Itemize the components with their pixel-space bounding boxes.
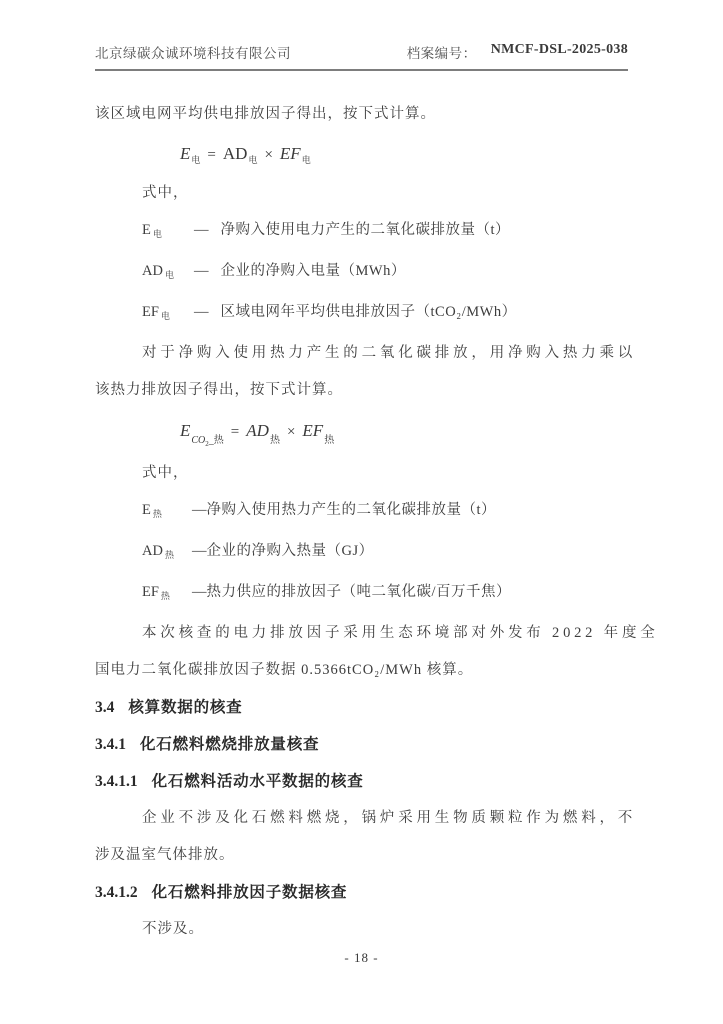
paragraph-intro: 该区域电网平均供电排放因子得出，按下式计算。 [95, 106, 436, 122]
symbol-definition-row [95, 533, 628, 574]
dash: — [192, 584, 207, 600]
formula-where-label: 式中， [142, 465, 189, 481]
heading-number: 3.4 [95, 699, 115, 716]
symbol: AD $_电$ [142, 263, 174, 280]
formula-term: E [180, 421, 191, 440]
symbol-definition-row [95, 294, 628, 335]
document-body [95, 96, 659, 948]
formula-subscript: 电 [301, 155, 311, 165]
heading-number: 3.4.1.2 [95, 884, 138, 901]
paragraph-factor-line2: 国电力二氧化碳排放因子数据 0.5366tCO₂/MWh 核算。 [95, 662, 474, 678]
heading-title: 化石燃料燃烧排放量核查 [140, 736, 320, 753]
paragraph-heat-line2: 该热力排放因子得出，按下式计算。 [95, 382, 343, 398]
formula-subscript: 热 [269, 435, 280, 446]
equals-sign: = [230, 424, 240, 440]
paragraph-not-applicable: 不涉及。 [142, 921, 204, 937]
page-header [95, 42, 628, 71]
archive-number-group [407, 42, 628, 62]
heading-title: 核算数据的核查 [128, 699, 243, 716]
heading-3-4 [95, 689, 628, 726]
formula-term: EF [279, 144, 301, 163]
symbol-definition-row [95, 492, 628, 533]
formula-where-label: 式中， [142, 185, 189, 201]
multiply-sign: × [286, 424, 296, 440]
dash: — [194, 304, 209, 320]
formula-term: AD [222, 144, 248, 163]
symbol: EF $_电$ [142, 304, 170, 321]
formula-term: E [180, 144, 191, 163]
symbol-description: 热力供应的排放因子（吨二氧化碳/百万千焦） [206, 584, 512, 600]
paragraph-heat-line1: 对于净购入使用热力产生的二氧化碳排放，用净购入热力乘以 [142, 345, 637, 361]
symbol-description: 企业的净购入热量（GJ） [206, 543, 374, 559]
formula-term: EF [302, 421, 324, 440]
dash: — [192, 502, 207, 518]
symbol-description: 区域电网年平均供电排放因子（tCO₂/MWh） [220, 304, 517, 320]
formula-subscript: 电 [191, 155, 201, 165]
symbol: E $_电$ [142, 222, 162, 239]
archive-value: NMCF-DSL-2025-038 [490, 42, 628, 57]
formula-term: AD [246, 421, 269, 440]
symbol-definition-row [95, 574, 628, 615]
heading-3-4-1-1 [95, 763, 628, 800]
heading-title: 化石燃料排放因子数据核查 [151, 884, 348, 901]
paragraph-fossil-line1: 企业不涉及化石燃料燃烧，锅炉采用生物质颗粒作为燃料，不 [142, 810, 637, 826]
symbol: EF $_热$ [142, 584, 170, 601]
symbol-definition-row [95, 212, 628, 253]
symbol: E $_热$ [142, 502, 162, 519]
heading-number: 3.4.1 [95, 736, 126, 753]
company-name: 北京绿碳众诚环境科技有限公司 [95, 46, 291, 61]
dash: — [192, 543, 207, 559]
symbol-definition-row [95, 253, 628, 294]
heading-3-4-1 [95, 726, 628, 763]
heading-number: 3.4.1.1 [95, 773, 138, 790]
formula-heat [95, 409, 628, 455]
archive-label: 档案编号： [406, 46, 477, 61]
page-number: - 18 - [344, 950, 379, 965]
page-footer [0, 950, 723, 966]
symbol-description: 净购入使用热力产生的二氧化碳排放量（t） [206, 502, 497, 518]
paragraph-fossil-line2: 涉及温室气体排放。 [95, 847, 235, 863]
formula-subscript: CO2_热 [191, 435, 224, 448]
equals-sign: = [207, 147, 216, 163]
formula-subscript: 热 [324, 435, 335, 446]
symbol: AD $_热$ [142, 543, 174, 560]
dash: — [194, 222, 209, 238]
multiply-sign: × [264, 147, 273, 163]
symbol-description: 企业的净购入电量（MWh） [220, 263, 406, 279]
symbol-description: 净购入使用电力产生的二氧化碳排放量（t） [220, 222, 511, 238]
heading-title: 化石燃料活动水平数据的核查 [151, 773, 364, 790]
formula-subscript: 电 [248, 155, 258, 165]
heading-3-4-1-2 [95, 874, 628, 911]
dash: — [194, 263, 209, 279]
formula-electricity [95, 133, 628, 175]
paragraph-factor-line1: 本次核查的电力排放因子采用生态环境部对外发布 2022 年度全 [142, 625, 659, 641]
